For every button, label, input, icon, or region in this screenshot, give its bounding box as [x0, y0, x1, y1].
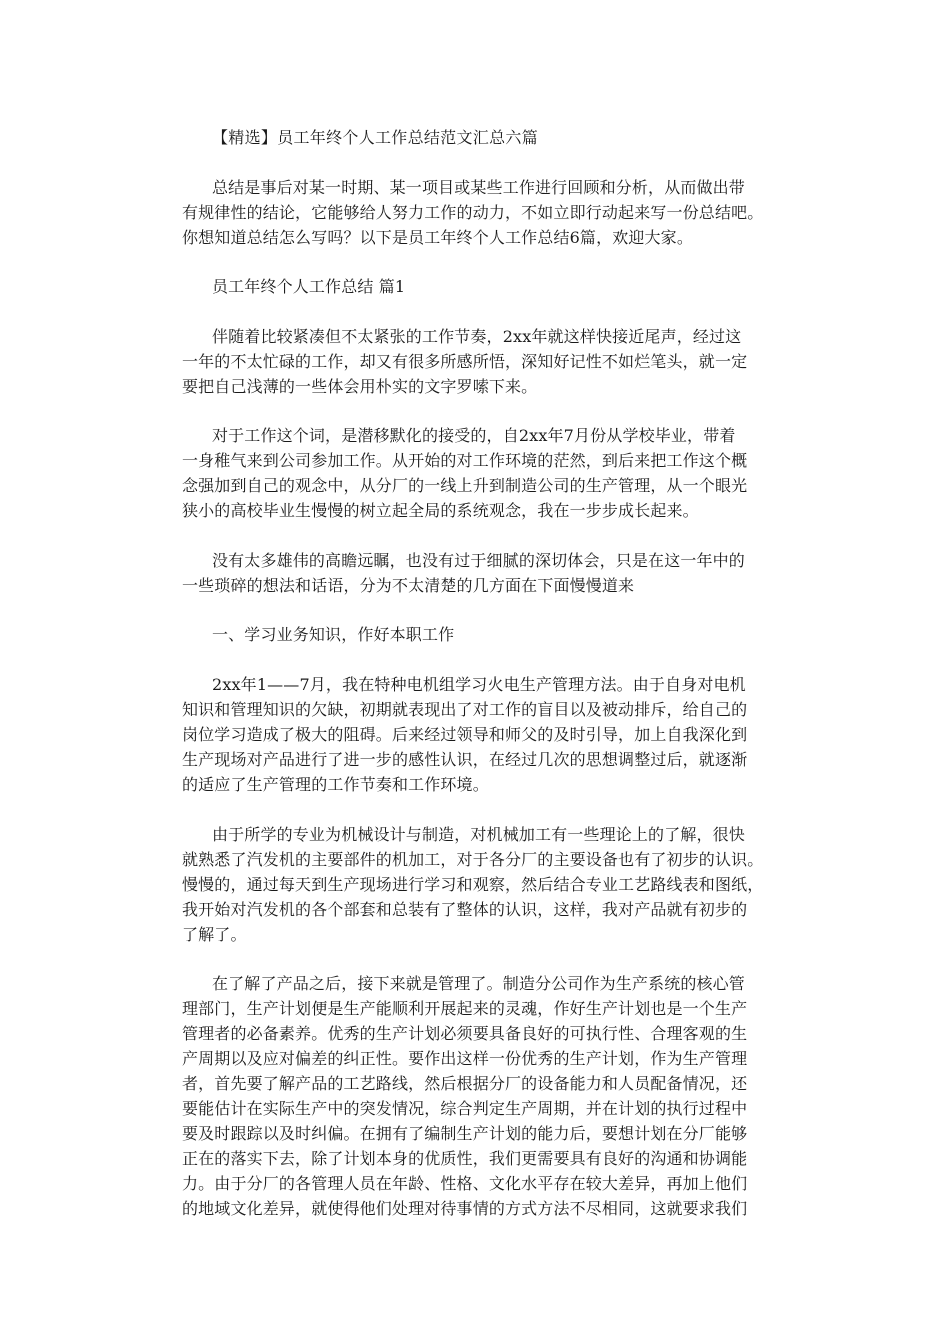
paragraph-line: 狭小的高校毕业生慢慢的树立起全局的系统观念，我在一步步成长起来。: [182, 501, 699, 520]
paragraph-line: 我开始对汽发机的各个部套和总装有了整体的认识，这样，我对产品就有初步的: [182, 900, 748, 919]
paragraph-line: 管理者的必备素养。优秀的生产计划必须要具备良好的可执行性、合理客观的生: [182, 1024, 748, 1043]
paragraph-line: 要及时跟踪以及时纠偏。在拥有了编制生产计划的能力后，要想计划在分厂能够: [182, 1124, 748, 1143]
section-heading: 一、学习业务知识，作好本职工作: [212, 625, 455, 644]
paragraph-line: 者，首先要了解产品的工艺路线，然后根据分厂的设备能力和人员配备情况，还: [182, 1074, 748, 1093]
paragraph-line: 念强加到自己的观念中，从分厂的一线上升到制造公司的生产管理，从一个眼光: [182, 476, 748, 495]
paragraph-line: 要能估计在实际生产中的突发情况，综合判定生产周期，并在计划的执行过程中: [182, 1099, 748, 1118]
paragraph-line: 岗位学习造成了极大的阻碍。后来经过领导和师父的及时引导，加上自我深化到: [182, 725, 748, 744]
paragraph-line: 伴随着比较紧凑但不太紧张的工作节奏，2xx年就这样快接近尾声，经过这: [212, 327, 742, 346]
paragraph-line: 2xx年1——7月，我在特种电机组学习火电生产管理方法。由于自身对电机: [212, 675, 746, 694]
paragraph-line: 就熟悉了汽发机的主要部件的机加工，对于各分厂的主要设备也有了初步的认识。: [182, 850, 764, 869]
paragraph-line: 对于工作这个词，是潜移默化的接受的，自2xx年7月份从学校毕业，带着: [212, 426, 736, 445]
paragraph-line: 一些琐碎的想法和话语，分为不太清楚的几方面在下面慢慢道来: [182, 576, 635, 595]
document-title: 【精选】员工年终个人工作总结范文汇总六篇: [212, 128, 539, 147]
paragraph-line: 你想知道总结怎么写吗？以下是员工年终个人工作总结6篇，欢迎大家。: [182, 228, 693, 247]
paragraph-line: 了解了。: [182, 925, 247, 944]
paragraph-line: 力。由于分厂的各管理人员在年龄、性格、文化水平存在较大差异，再加上他们: [182, 1174, 748, 1193]
paragraph-line: 总结是事后对某一时期、某一项目或某些工作进行回顾和分析，从而做出带: [212, 178, 745, 197]
paragraph-line: 慢慢的，通过每天到生产现场进行学习和观察，然后结合专业工艺路线表和图纸，: [182, 875, 764, 894]
paragraph-line: 正在的落实下去，除了计划本身的优质性，我们更需要具有良好的沟通和协调能: [182, 1149, 748, 1168]
paragraph-line: 的适应了生产管理的工作节奏和工作环境。: [182, 775, 489, 794]
paragraph-line: 一身稚气来到公司参加工作。从开始的对工作环境的茫然，到后来把工作这个概: [182, 451, 748, 470]
section-heading: 员工年终个人工作总结 篇1: [212, 277, 406, 296]
paragraph-line: 一年的不太忙碌的工作，却又有很多所感所悟，深知好记性不如烂笔头，就一定: [182, 352, 748, 371]
paragraph-line: 要把自己浅薄的一些体会用朴实的文字罗嗦下来。: [182, 377, 538, 396]
paragraph-line: 生产现场对产品进行了进一步的感性认识，在经过几次的思想调整过后，就逐渐: [182, 750, 748, 769]
paragraph-line: 知识和管理知识的欠缺，初期就表现出了对工作的盲目以及被动排斥，给自己的: [182, 700, 748, 719]
paragraph-line: 在了解了产品之后，接下来就是管理了。制造分公司作为生产系统的核心管: [212, 974, 745, 993]
paragraph-line: 有规律性的结论，它能够给人努力工作的动力，不如立即行动起来写一份总结吧。: [182, 203, 764, 222]
paragraph-line: 由于所学的专业为机械设计与制造，对机械加工有一些理论上的了解，很快: [212, 825, 745, 844]
paragraph-line: 的地域文化差异，就使得他们处理对待事情的方式方法不尽相同，这就要求我们: [182, 1199, 748, 1218]
paragraph-line: 没有太多雄伟的高瞻远瞩，也没有过于细腻的深切体会，只是在这一年中的: [212, 551, 745, 570]
paragraph-line: 理部门，生产计划便是生产能顺利开展起来的灵魂，作好生产计划也是一个生产: [182, 999, 748, 1018]
paragraph-line: 产周期以及应对偏差的纠正性。要作出这样一份优秀的生产计划，作为生产管理: [182, 1049, 748, 1068]
